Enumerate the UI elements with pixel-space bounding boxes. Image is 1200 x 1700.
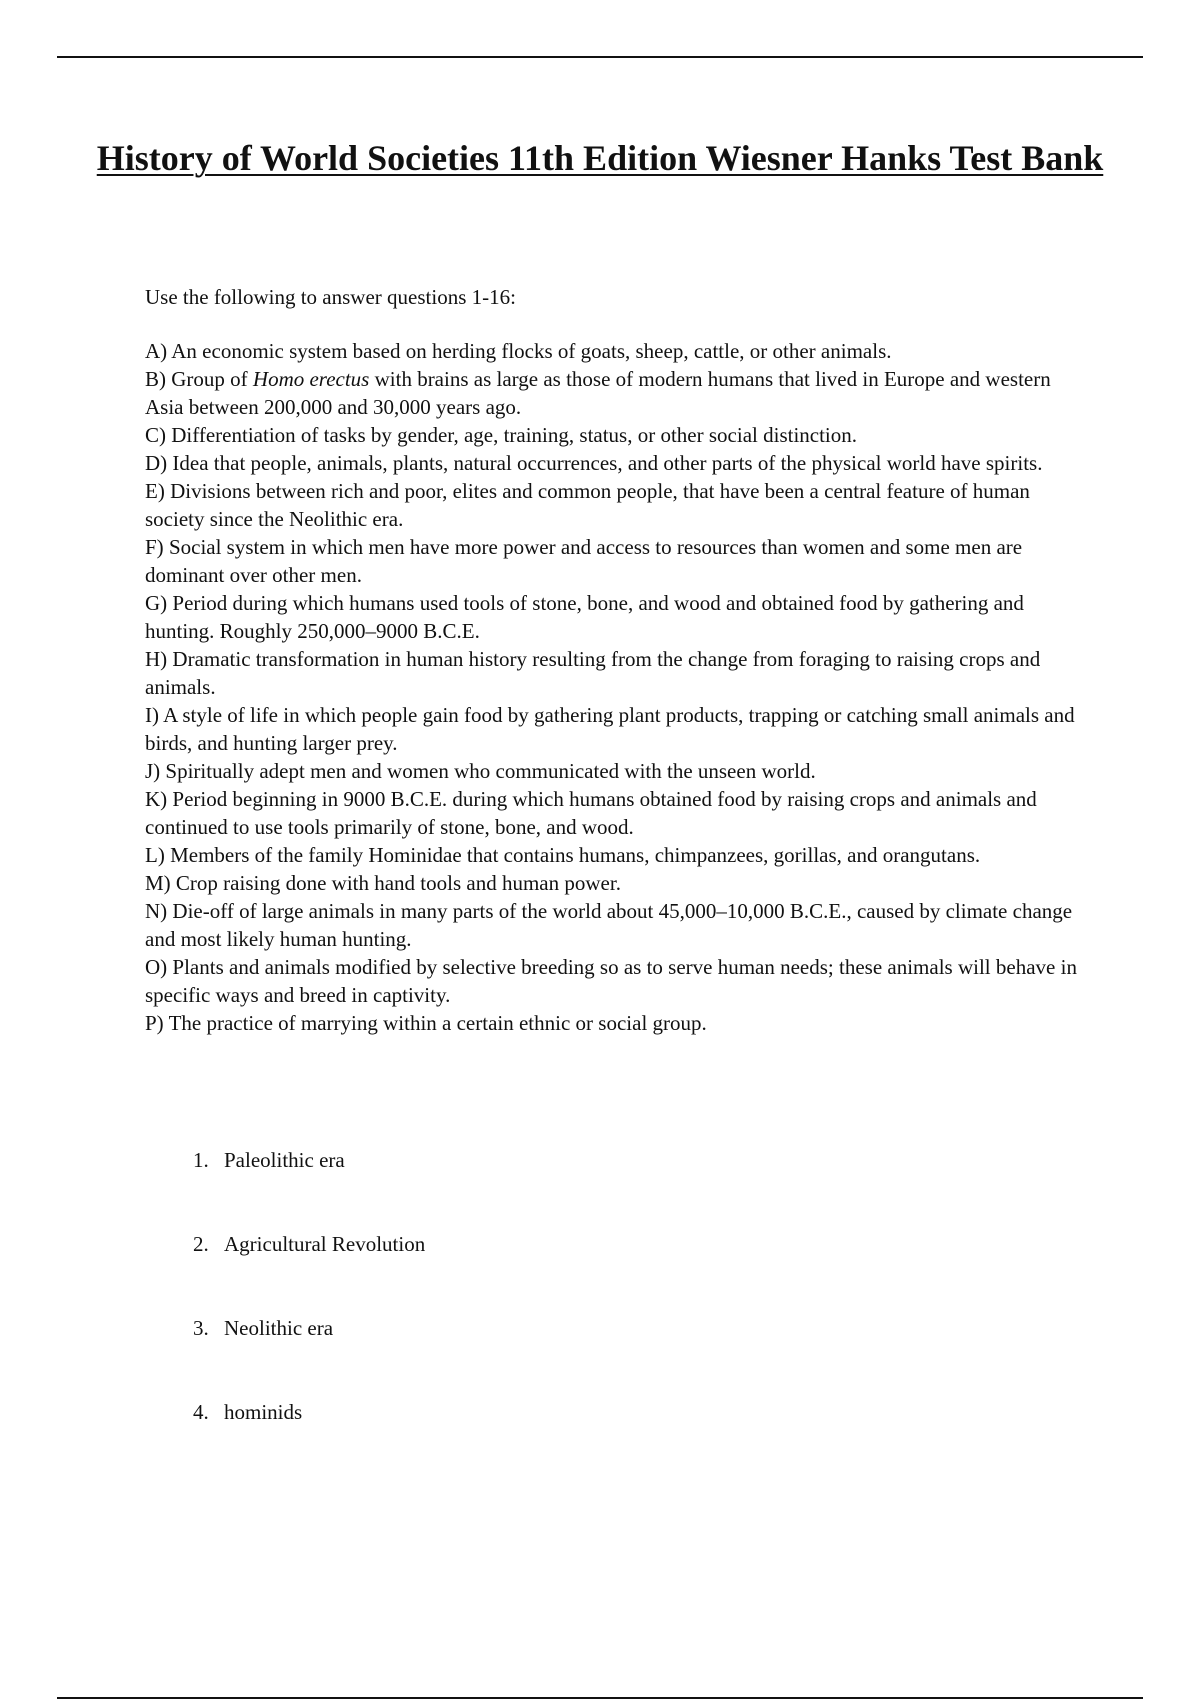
definition-a <box>145 337 1085 365</box>
definition-text: Divisions between rich and poor, elites and common people, that have been a central feature of human society since the Neolithic era. <box>145 479 1030 531</box>
definition-c <box>145 421 1085 449</box>
definition-letter: E) <box>145 479 165 503</box>
definition-text: Social system in which men have more power and access to resources than women and some men are dominant over other men. <box>145 535 1023 587</box>
definition-o <box>145 953 1085 1009</box>
definition-text: Period beginning in 9000 B.C.E. during which humans obtained food by raising crops and animals and continued to use tools primarily of stone, bone, and wood. <box>145 787 1037 839</box>
definition-p <box>145 1009 1085 1037</box>
question-number: 3. <box>193 1316 209 1340</box>
definition-n <box>145 897 1085 953</box>
question-number: 4. <box>193 1400 209 1424</box>
definition-k <box>145 785 1085 841</box>
definition-letter: J) <box>145 759 161 783</box>
question-term: Agricultural Revolution <box>224 1232 426 1256</box>
definition-emphasis: Homo erectus <box>252 367 370 391</box>
definition-letter: G) <box>145 591 168 615</box>
definition-h <box>145 645 1085 701</box>
question-number: 2. <box>193 1232 209 1256</box>
question-term: Neolithic era <box>224 1316 334 1340</box>
document-title: History of World Societies 11th Edition Wiesner Hanks Test Bank <box>96 138 1104 178</box>
definition-letter: N) <box>145 899 168 923</box>
question-number: 1. <box>193 1148 209 1172</box>
definition-e <box>145 477 1085 533</box>
definition-letter: P) <box>145 1011 164 1035</box>
question-item <box>193 1398 425 1426</box>
definition-text: Dramatic transformation in human history resulting from the change from foraging to raising crops and animals. <box>145 647 1041 699</box>
question-item <box>193 1146 425 1174</box>
definition-letter: H) <box>145 647 168 671</box>
definition-text: Spiritually adept men and women who communicated with the unseen world. <box>165 759 816 783</box>
definition-d <box>145 449 1085 477</box>
definition-text: Crop raising done with hand tools and human power. <box>175 871 621 895</box>
definition-text: An economic system based on herding flocks of goats, sheep, cattle, or other animals. <box>171 339 892 363</box>
question-list <box>193 1146 425 1482</box>
definition-letter: C) <box>145 423 166 447</box>
definition-i <box>145 701 1085 757</box>
definition-letter: I) <box>145 703 159 727</box>
definition-f <box>145 533 1085 589</box>
definition-g <box>145 589 1085 645</box>
definition-text: The practice of marrying within a certain ethnic or social group. <box>168 1011 707 1035</box>
question-term: Paleolithic era <box>224 1148 345 1172</box>
definition-text: Differentiation of tasks by gender, age, training, status, or other social distinction. <box>171 423 858 447</box>
top-rule <box>57 56 1143 58</box>
instructions: Use the following to answer questions 1-16: <box>145 285 516 309</box>
definition-text-before: Group of <box>171 367 253 391</box>
definition-m <box>145 869 1085 897</box>
definition-b <box>145 365 1085 421</box>
definition-text: Plants and animals modified by selective breeding so as to serve human needs; these animals will behave in specific ways and breed in captivity. <box>145 955 1077 1007</box>
definition-l <box>145 841 1085 869</box>
question-item <box>193 1314 425 1342</box>
definition-letter: B) <box>145 367 166 391</box>
question-term: hominids <box>224 1400 303 1424</box>
definition-letter: F) <box>145 535 164 559</box>
definition-text-after: with brains as large as those of modern humans that lived in Europe and western Asia between 200,000 and 30,000 years ago. <box>145 367 1051 419</box>
definition-letter: O) <box>145 955 168 979</box>
definition-j <box>145 757 1085 785</box>
definition-text: A style of life in which people gain food by gathering plant products, trapping or catching small animals and birds, and hunting larger prey. <box>145 703 1075 755</box>
definition-text: Members of the family Hominidae that contains humans, chimpanzees, gorillas, and orangutans. <box>170 843 981 867</box>
definition-letter: D) <box>145 451 168 475</box>
definition-text: Idea that people, animals, plants, natural occurrences, and other parts of the physical world have spirits. <box>172 451 1043 475</box>
definition-letter: K) <box>145 787 168 811</box>
definition-letter: M) <box>145 871 171 895</box>
definition-letter: A) <box>145 339 168 363</box>
definition-letter: L) <box>145 843 165 867</box>
definition-text: Period during which humans used tools of stone, bone, and wood and obtained food by gathering and hunting. Roughly 250,000–9000 B.C.E. <box>145 591 1024 643</box>
question-item <box>193 1230 425 1258</box>
definitions-list <box>145 337 1085 1037</box>
definition-text: Die-off of large animals in many parts of the world about 45,000–10,000 B.C.E., caused by climate change and most likely human hunting. <box>145 899 1073 951</box>
bottom-rule <box>57 1697 1143 1699</box>
